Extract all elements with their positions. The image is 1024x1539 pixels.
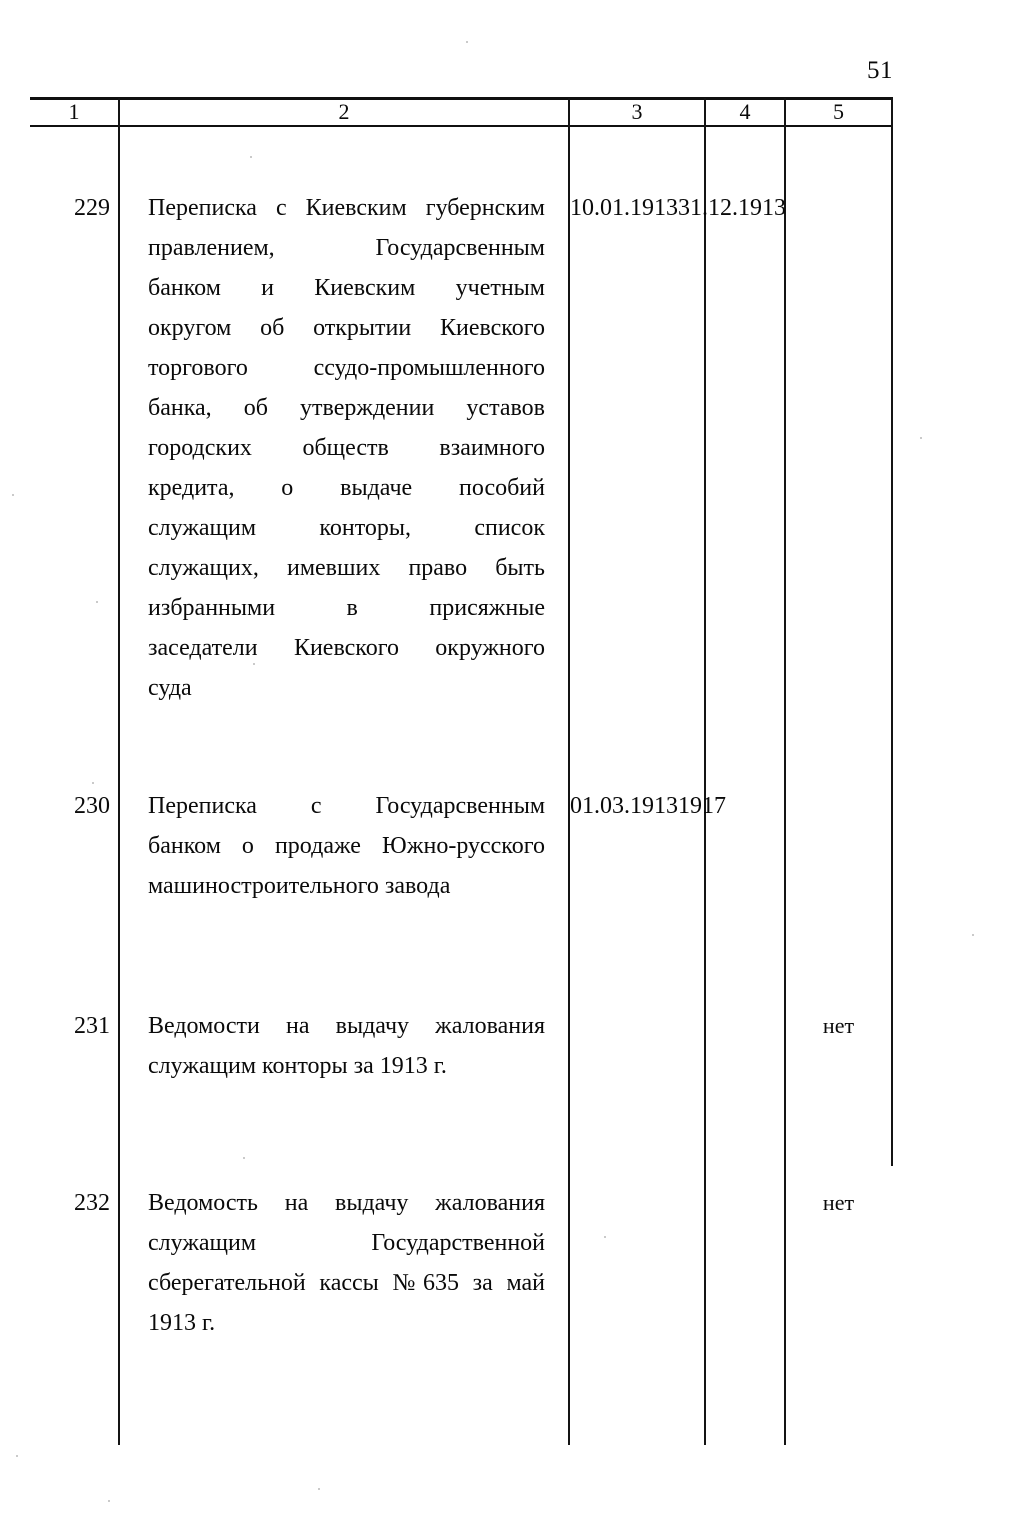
text-line: городских обществ взаимного [148, 435, 545, 461]
row-description [148, 188, 545, 708]
column-divider-1-2 [118, 126, 120, 1445]
text-line: 1917 [678, 793, 726, 819]
text-line: 01.03.1913 [570, 793, 678, 819]
text-line: банком и Киевским учетным [148, 275, 545, 301]
text-line: избранными в присяжные [148, 595, 545, 621]
table-right-border-header [891, 98, 893, 126]
text-line: служащим конторы, список [148, 515, 545, 541]
scan-speckle [972, 934, 974, 936]
column-header-5: 5 [833, 99, 844, 124]
text-line: служащих, имевших право быть [148, 555, 545, 581]
page-number: 51 [867, 57, 893, 84]
row-description [148, 786, 545, 906]
text-line: Ведомость на выдачу жалования [148, 1190, 545, 1216]
row-number: 231 [74, 1013, 110, 1039]
column-header-1: 1 [68, 99, 80, 124]
text-line: машиностроительного завода [148, 873, 451, 899]
scan-speckle [96, 601, 98, 603]
text-line: Переписка с Киевским губернским [148, 195, 545, 221]
row-dates [570, 188, 786, 228]
scan-speckle [466, 41, 468, 43]
text-line: 10.01.1913 [570, 195, 678, 221]
text-line: округом об открытии Киевского [148, 315, 545, 341]
text-line: правлением, Государсвенным [148, 235, 545, 261]
text-line: банка, об утверждении уставов [148, 395, 545, 421]
row-dates [570, 786, 726, 826]
text-line: сберегательной кассы №635 за май [148, 1270, 545, 1296]
column-header-3: 3 [631, 99, 643, 124]
scan-speckle [250, 156, 252, 158]
row-number: 230 [74, 793, 110, 819]
scan-speckle [16, 1455, 18, 1457]
text-line: 1913 г. [148, 1310, 216, 1336]
scan-speckle [92, 782, 94, 784]
column-divider-4-5 [784, 126, 786, 1445]
row-description [148, 1183, 545, 1343]
scan-speckle [604, 1236, 606, 1238]
text-line: банком о продаже Южно-русского [148, 833, 545, 859]
row-note: нет [822, 1190, 855, 1215]
column-header-4: 4 [739, 99, 751, 124]
text-line: служащим Государственной [148, 1230, 545, 1256]
text-line: торгового ссудо-промышленного [148, 355, 545, 381]
text-line: Ведомости на выдачу жалования [148, 1013, 545, 1039]
inventory-table [30, 97, 893, 1447]
text-line: кредита, о выдаче пособий [148, 475, 545, 501]
column-header-2: 2 [338, 99, 350, 124]
text-line: заседатели Киевского окружного [148, 635, 545, 661]
row-number: 229 [74, 195, 110, 221]
table-right-border [891, 126, 893, 1166]
row-note: нет [822, 1013, 855, 1038]
text-line: суда [148, 675, 192, 701]
scan-speckle [243, 1157, 245, 1159]
text-line: служащим конторы за 1913 г. [148, 1053, 447, 1079]
scan-speckle [12, 494, 14, 496]
row-description [148, 1006, 545, 1086]
scan-speckle [108, 1500, 110, 1502]
column-divider-3-4 [704, 126, 706, 1445]
row-number: 232 [74, 1190, 110, 1216]
scan-speckle [318, 1488, 320, 1490]
scan-speckle [253, 663, 255, 665]
scan-speckle [920, 437, 922, 439]
text-line: 31.12.1913 [678, 195, 786, 221]
text-line: Переписка с Государсвенным [148, 793, 545, 819]
